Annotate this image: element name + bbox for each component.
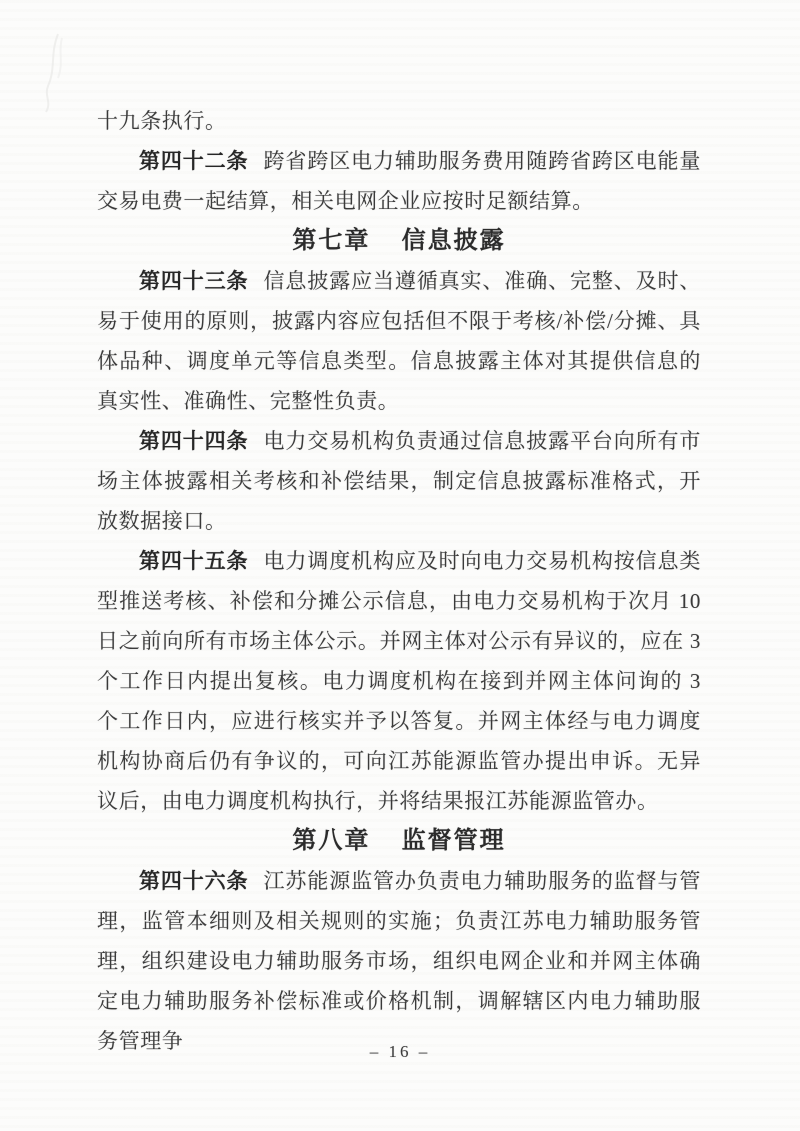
article-number: 第四十三条 — [139, 269, 249, 293]
article-paragraph: 第四十二条 跨省跨区电力辅助服务费用随跨省跨区电能量交易电费一起结算，相关电网企业应按时足额结算。 — [97, 149, 701, 213]
chapter-title: 监督管理 — [401, 828, 506, 854]
document-body — [97, 101, 701, 1061]
article-paragraph: 第四十五条 电力调度机构应及时向电力交易机构按信息类型推送考核、补偿和分摊公示信息，由电力交易机构于次月 10 日之前向所有市场主体公示。并网主体对公示有异议的，应在 3 个工作日内提出复核。电力调度机构在接到并网主体问询的 3 个工作日内，应进行核实并予以答复。并网主体经与电力调度机构协商后仍有争议的，可向江苏能源监管办提出申诉。无异议后，由电力调度机构执行，并将结果报江苏能源监管办。 — [97, 549, 701, 813]
article-number: 第四十六条 — [139, 869, 249, 893]
article-number: 第四十二条 — [139, 149, 249, 173]
chapter-number: 第七章 — [292, 228, 371, 254]
paragraph-continuation: 十九条执行。 — [97, 109, 227, 133]
chapter-heading — [97, 221, 701, 261]
article-number: 第四十四条 — [139, 429, 249, 453]
article-paragraph: 第四十三条 信息披露应当遵循真实、准确、完整、及时、易于使用的原则，披露内容应包括但不限于考核/补偿/分摊、具体品种、调度单元等信息类型。信息披露主体对其提供信息的真实性、准确性、完整性负责。 — [97, 269, 701, 413]
article-paragraph: 第四十六条 江苏能源监管办负责电力辅助服务的监督与管理，监管本细则及相关规则的实施；负责江苏电力辅助服务管理，组织建设电力辅助服务市场，组织电网企业和并网主体确定电力辅助服务补偿标准或价格机制，调解辖区内电力辅助服务管理争 — [97, 869, 701, 1053]
chapter-heading — [97, 821, 701, 861]
article-number: 第四十五条 — [139, 549, 249, 573]
page-number: – 16 – — [369, 1042, 431, 1061]
article-paragraph: 第四十四条 电力交易机构负责通过信息披露平台向所有市场主体披露相关考核和补偿结果，制定信息披露标准格式，开放数据接口。 — [97, 429, 701, 533]
chapter-title: 信息披露 — [401, 228, 506, 254]
chapter-number: 第八章 — [292, 828, 371, 854]
